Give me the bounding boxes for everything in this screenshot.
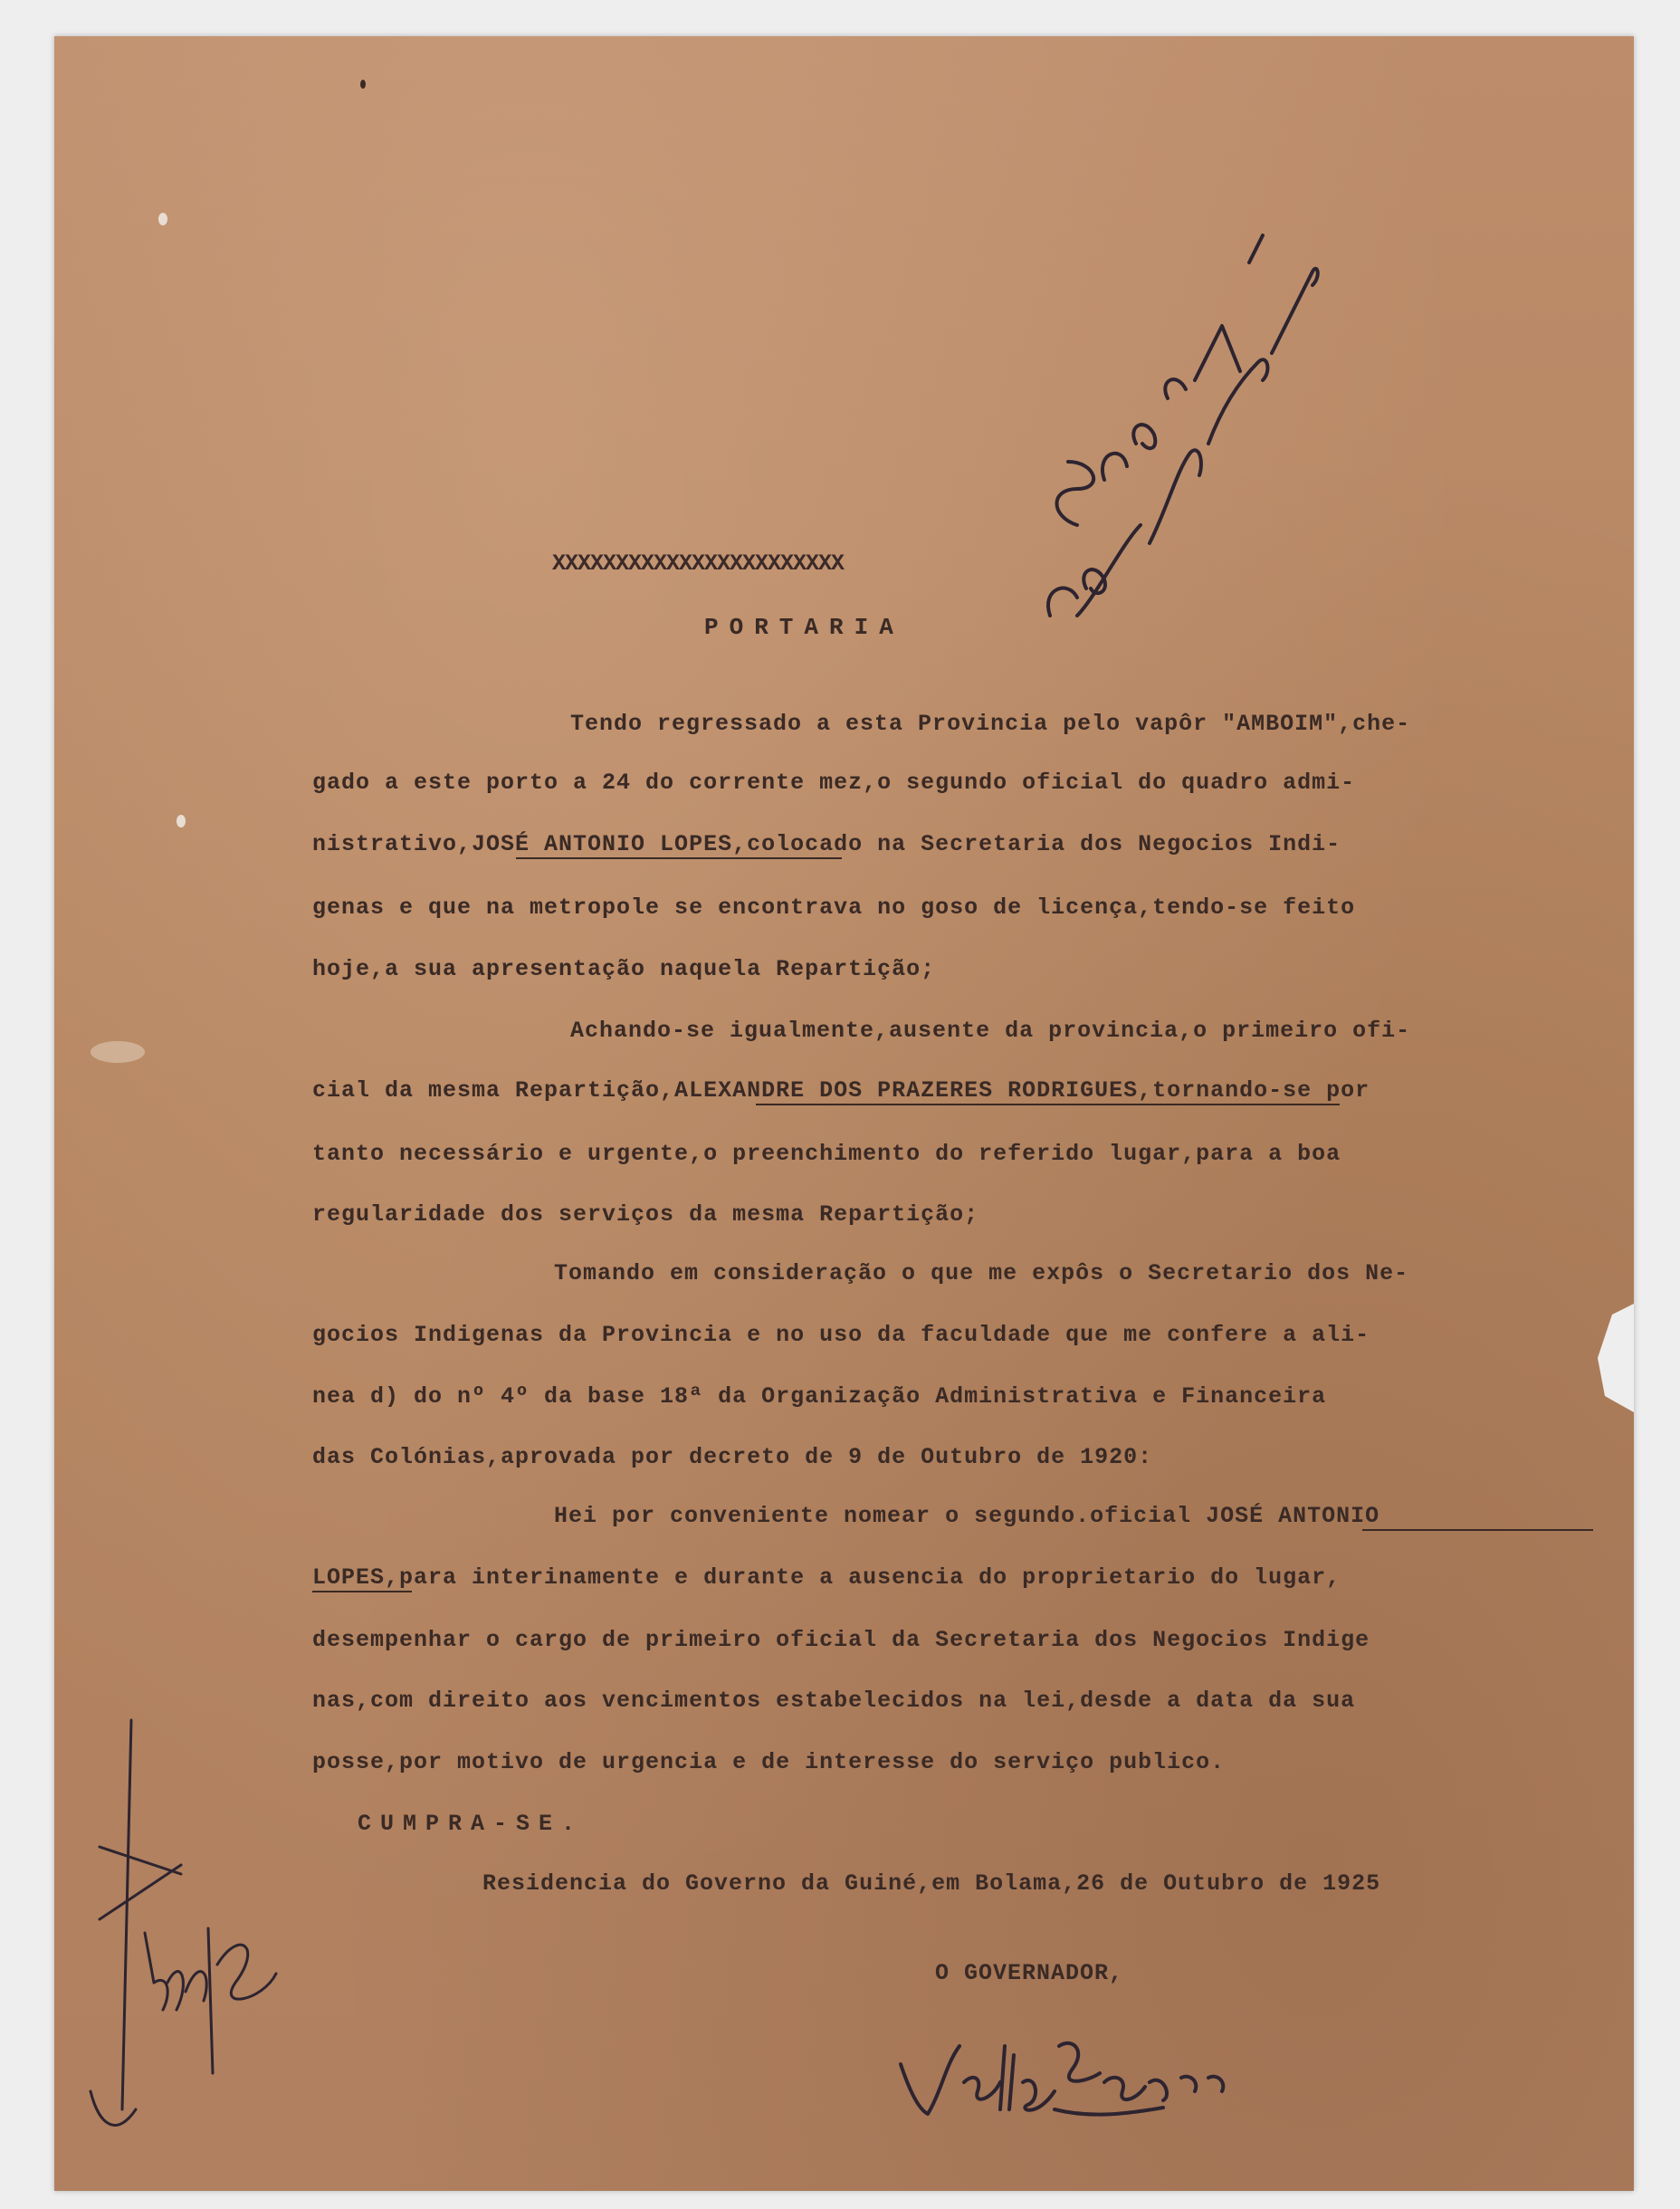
paragraph-4-line-5: posse,por motivo de urgencia e de interesse do serviço publico. [312, 1749, 1226, 1775]
paragraph-4-line-4: nas,com direito aos vencimentos estabelecidos na lei,desde a data da sua [312, 1688, 1356, 1714]
paragraph-2-line-3: tanto necessário e urgente,o preenchimento do referido lugar,para a boa [312, 1141, 1341, 1167]
paragraph-1-line-5: hoje,a sua apresentação naquela Repartição; [312, 956, 936, 982]
paragraph-2-line-1: Achando-se igualmente,ausente da provincia,o primeiro ofi- [570, 1018, 1411, 1044]
paragraph-3-line-2: gocios Indigenas da Provincia e no uso da faculdade que me confere a ali- [312, 1322, 1370, 1348]
handwritten-annotation [1041, 217, 1340, 670]
paragraph-3-line-4: das Colónias,aprovada por decreto de 9 de Outubro de 1920: [312, 1444, 1153, 1470]
closing-cumpra-se: CUMPRA-SE. [358, 1811, 585, 1837]
paragraph-4-line-3: desempenhar o cargo de primeiro oficial da Secretaria dos Negocios Indige [312, 1627, 1370, 1653]
signature-title: O GOVERNADOR, [935, 1960, 1124, 1986]
paragraph-3-line-3: nea d) do nº 4º da base 18ª da Organização Administrativa e Financeira [312, 1383, 1327, 1410]
paragraph-1-line-3: nistrativo,JOSÉ ANTONIO LOPES,colocado na Secretaria dos Negocios Indi- [312, 831, 1341, 857]
paragraph-3-line-1: Tomando em consideração o que me expôs o Secretario dos Ne- [554, 1260, 1409, 1286]
paragraph-2-line-2: cial da mesma Repartição,ALEXANDRE DOS PRAZERES RODRIGUES,tornando-se por [312, 1077, 1370, 1104]
paragraph-1-line-2: gado a este porto a 24 do corrente mez,o segundo oficial do quadro admi- [312, 770, 1356, 796]
governor-signature [892, 2028, 1290, 2128]
document-title: PORTARIA [704, 614, 904, 641]
paragraph-1-line-1: Tendo regressado a esta Provincia pelo vapôr "AMBOIM",che- [570, 711, 1411, 737]
date-line: Residencia do Governo da Guiné,em Bolama,26 de Outubro de 1925 [482, 1870, 1381, 1897]
paragraph-1-line-4: genas e que na metropole se encontrava no goso de licença,tendo-se feito [312, 894, 1356, 921]
paragraph-4-line-1: Hei por conveniente nomear o segundo.oficial JOSÉ ANTONIO [554, 1503, 1380, 1529]
margin-initials [81, 1711, 308, 2182]
paragraph-2-line-4: regularidade dos serviços da mesma Repartição; [312, 1201, 979, 1228]
paragraph-4-line-2: LOPES,para interinamente e durante a ausencia do proprietario do lugar, [312, 1564, 1341, 1591]
struck-heading: XXXXXXXXXXXXXXXXXXXXXXX [552, 550, 845, 577]
